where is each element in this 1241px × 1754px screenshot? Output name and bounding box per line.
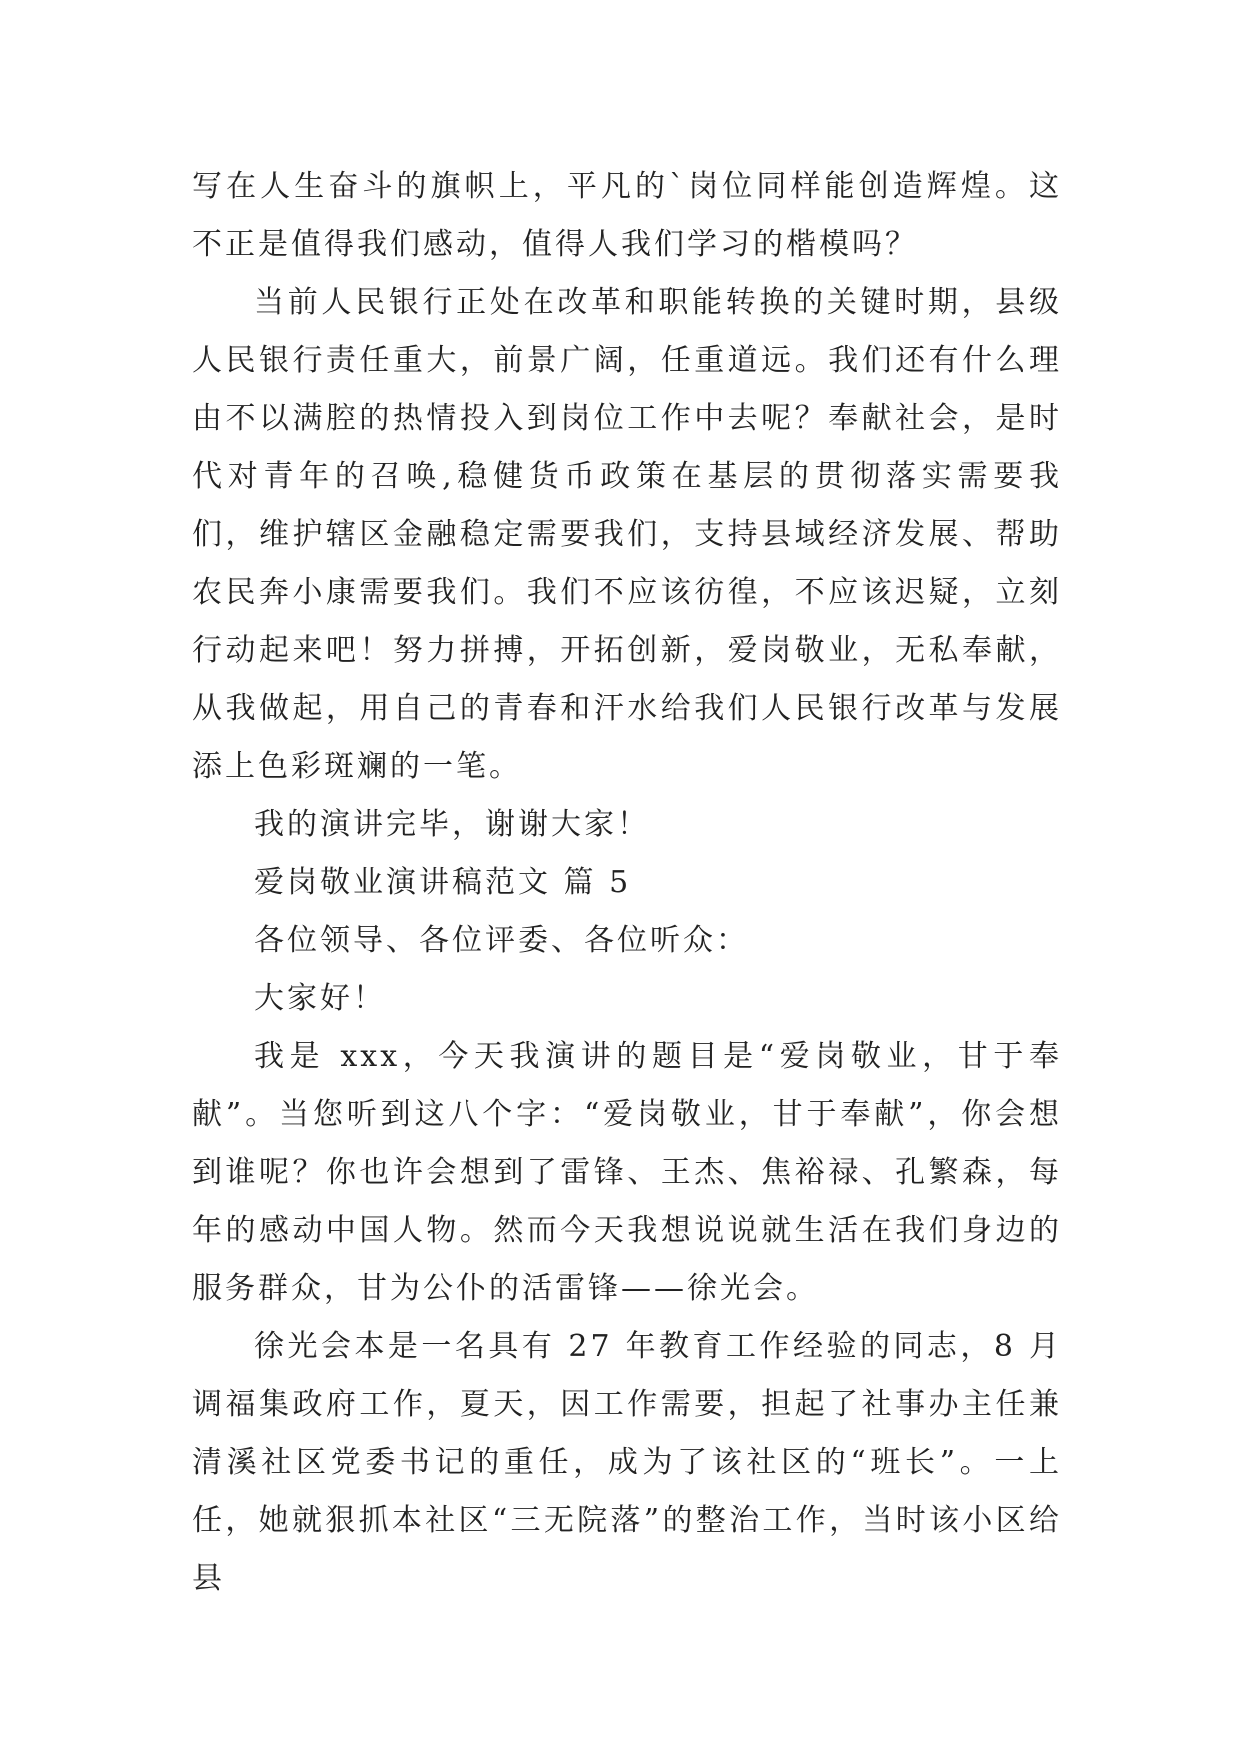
document-body (192, 158, 1062, 1608)
paragraph-7: 我是 xxx，今天我演讲的题目是“爱岗敬业，甘于奉献”。当您听到这八个字：“爱岗敬业，甘于奉献”，你会想到谁呢？你也许会想到了雷锋、王杰、焦裕禄、孔繁森，每年的感动中国人物。然而今天我想说说就生活在我们身边的服务群众，甘为公仆的活雷锋——徐光会。 (192, 1039, 1062, 1306)
paragraph-2: 当前人民银行正处在改革和职能转换的关键时期，县级人民银行责任重大，前景广阔，任重道远。我们还有什么理由不以满腔的热情投入到岗位工作中去呢？奉献社会，是时代对青年的召唤,稳健货币政策在基层的贯彻落实需要我们，维护辖区金融稳定需要我们，支持县域经济发展、帮助农民奔小康需要我们。我们不应该彷徨，不应该迟疑，立刻行动起来吧！努力拼搏，开拓创新，爱岗敬业，无私奉献，从我做起，用自己的青春和汗水给我们人民银行改革与发展添上色彩斑斓的一笔。 (192, 285, 1062, 784)
paragraph-3: 我的演讲完毕，谢谢大家！ (254, 807, 650, 842)
paragraph-1: 写在人生奋斗的旗帜上，平凡的`岗位同样能创造辉煌。这不正是值得我们感动，值得人我们学习的楷模吗？ (192, 169, 1062, 262)
paragraph-8: 徐光会本是一名具有 27 年教育工作经验的同志，8 月调福集政府工作，夏天，因工作需要，担起了社事办主任兼清溪社区党委书记的重任，成为了该社区的“班长”。一上任，她就狠抓本社区“三无院落”的整治工作，当时该小区给县 (192, 1329, 1062, 1596)
section-heading: 爱岗敬业演讲稿范文 篇 5 (254, 865, 632, 900)
salutation: 各位领导、各位评委、各位听众： (254, 923, 749, 958)
greeting: 大家好！ (254, 981, 386, 1016)
